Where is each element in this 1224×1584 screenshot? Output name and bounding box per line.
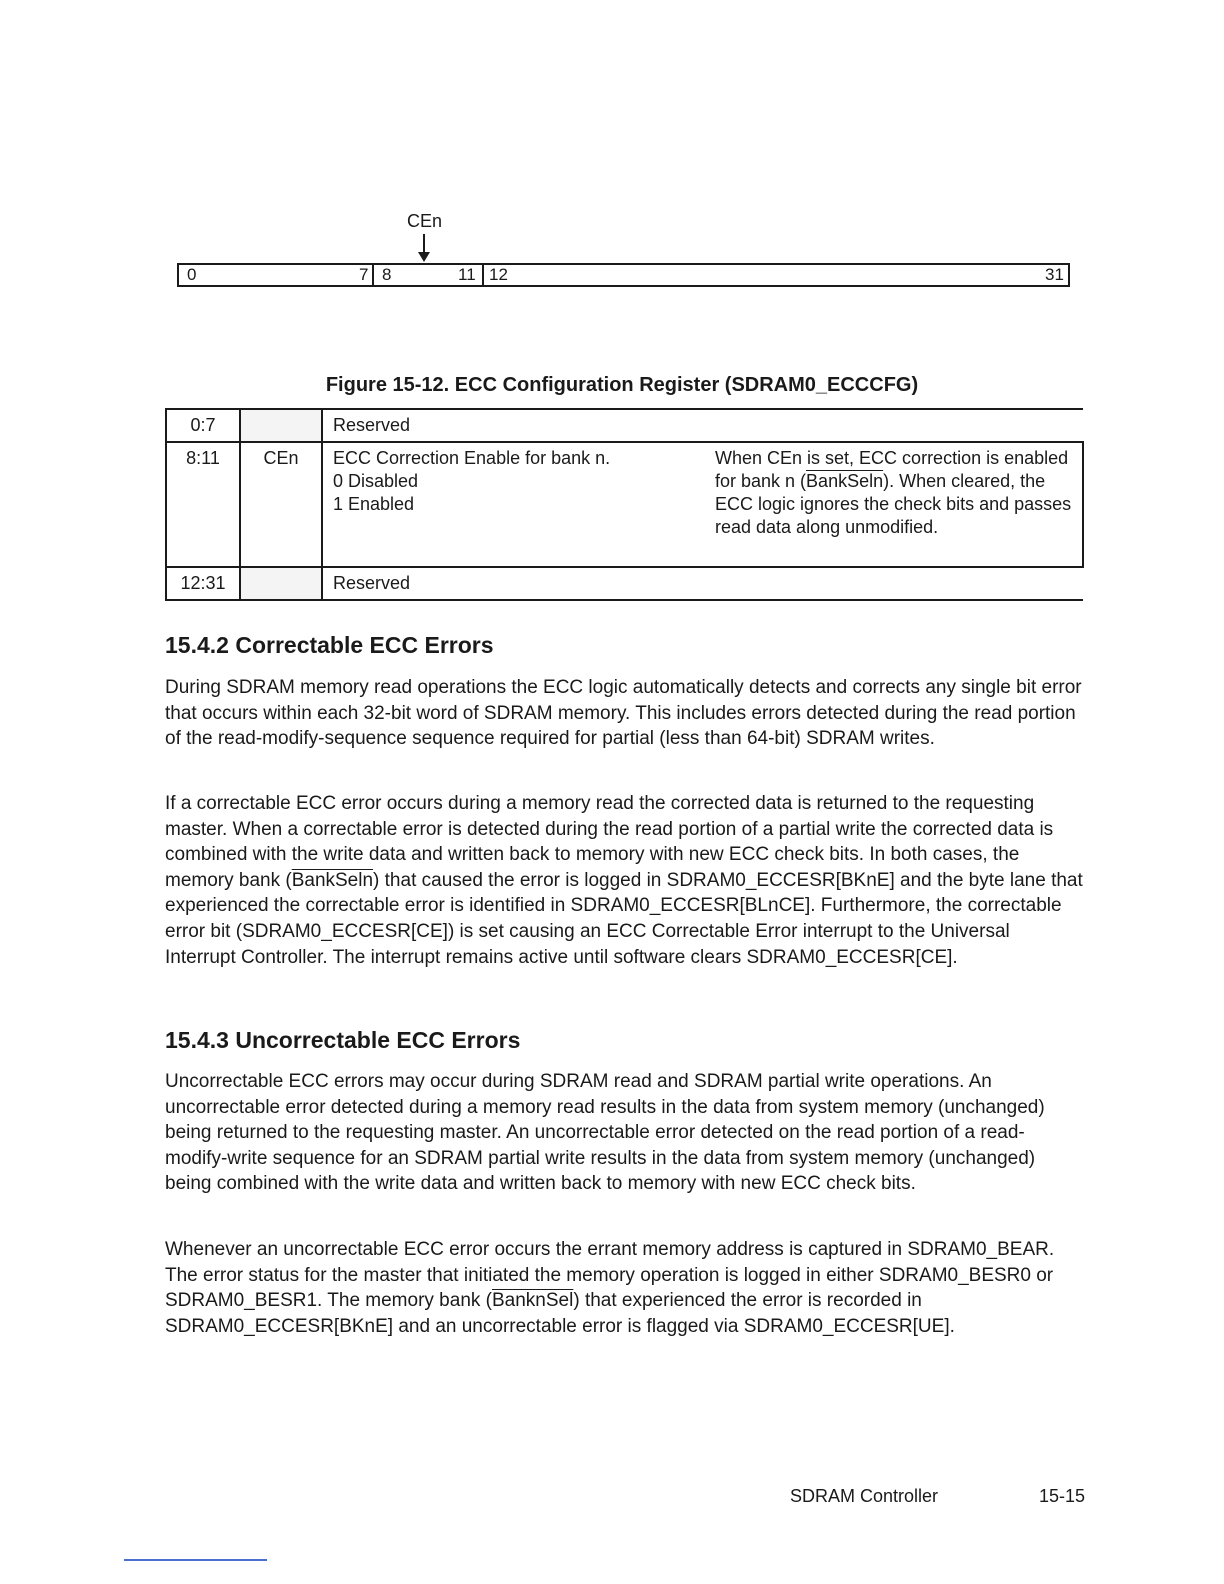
field-table — [165, 408, 1084, 601]
bits-cell: 12:31 — [166, 567, 240, 600]
notes-cell: When CEn is set, ECC correction is enabled for bank n (BankSeln). When cleared, the ECC logic ignores the check bits and passes read data along unmodified. — [705, 442, 1083, 567]
footer-page-number: 15-15 — [1039, 1486, 1086, 1506]
bit-number: 0 — [187, 265, 197, 284]
description-cell: Reserved — [322, 567, 1083, 600]
bits-cell: 0:7 — [166, 409, 240, 442]
field-name-cell — [240, 567, 322, 600]
bit-number: 11 — [458, 265, 476, 284]
footer-section-title: SDRAM Controller — [790, 1486, 939, 1506]
field-name-cell: CEn — [240, 442, 322, 567]
paragraph: During SDRAM memory read operations the ECC logic automatically detects and corrects any single bit error that occurs within each 32-bit word of SDRAM memory. This includes errors detected during the read portion of the read-modify-sequence sequence required for partial (less than 64-bit) SDRAM writes. — [165, 677, 1082, 750]
register-bit-bar — [177, 263, 1070, 287]
register-field-label: CEn — [407, 211, 443, 231]
description-line: ECC Correction Enable for bank n. — [333, 448, 611, 468]
paragraph: If a correctable ECC error occurs during a memory read the corrected data is returned to the requesting master. When a correctable error is detected during the read portion of a partial write the corrected data is combined with the write data and written back to memory with new ECC check bits. In both cases, the memory bank (BankSeln) that caused the error is logged in SDRAM0_ECCESR[BKnE] and the byte lane that experienced the correctable error is identified in SDRAM0_ECCESR[BLnCE]. Furthermore, the correctable error bit (SDRAM0_ECCESR[CE]) is set causing an ECC Correctable Error interrupt to the Universal Interrupt Controller. The interrupt remains active until software clears SDRAM0_ECCESR[CE]. — [165, 793, 1083, 968]
section-heading: 15.4.3 Uncorrectable ECC Errors — [165, 1027, 521, 1053]
bit-number: 7 — [359, 265, 369, 284]
table-row — [166, 567, 1083, 600]
bit-number: 31 — [1045, 265, 1064, 284]
table-row — [166, 409, 1083, 442]
bits-cell: 8:11 — [166, 442, 240, 567]
down-arrow-icon — [417, 234, 431, 262]
description-cell: Reserved — [322, 409, 1083, 442]
description-line: 0 Disabled — [333, 471, 419, 491]
description-line: 1 Enabled — [333, 494, 415, 514]
figure-caption: Figure 15-12. ECC Configuration Register (SDRAM0_ECCCFG) — [325, 374, 919, 396]
field-name-cell — [240, 409, 322, 442]
bit-number: 8 — [382, 265, 392, 284]
paragraph: Whenever an uncorrectable ECC error occurs the errant memory address is captured in SDRAM0_BEAR. The error status for the master that initiated the memory operation is logged in either SDRAM0_BESR0 or SDRAM0_BESR1. The memory bank (BanknSel) that experienced the error is recorded in SDRAM0_ECCESR[BKnE] and an uncorrectable error is flagged via SDRAM0_ECCESR[UE]. — [165, 1239, 1055, 1337]
description-cell — [322, 442, 705, 567]
section-heading: 15.4.2 Correctable ECC Errors — [165, 632, 494, 658]
table-row — [166, 442, 1083, 567]
paragraph: Uncorrectable ECC errors may occur during SDRAM read and SDRAM partial write operations. An uncorrectable error detected during a memory read results in the data from system memory (unchanged) being returned to the requesting master. An uncorrectable error detected on the read portion of a read-modify-write sequence for an SDRAM partial write results in the data from system memory (unchanged) being combined with the write data and written back to memory with new ECC check bits. — [165, 1071, 1045, 1195]
footer-rule — [124, 1559, 267, 1561]
bit-number: 12 — [489, 265, 508, 284]
